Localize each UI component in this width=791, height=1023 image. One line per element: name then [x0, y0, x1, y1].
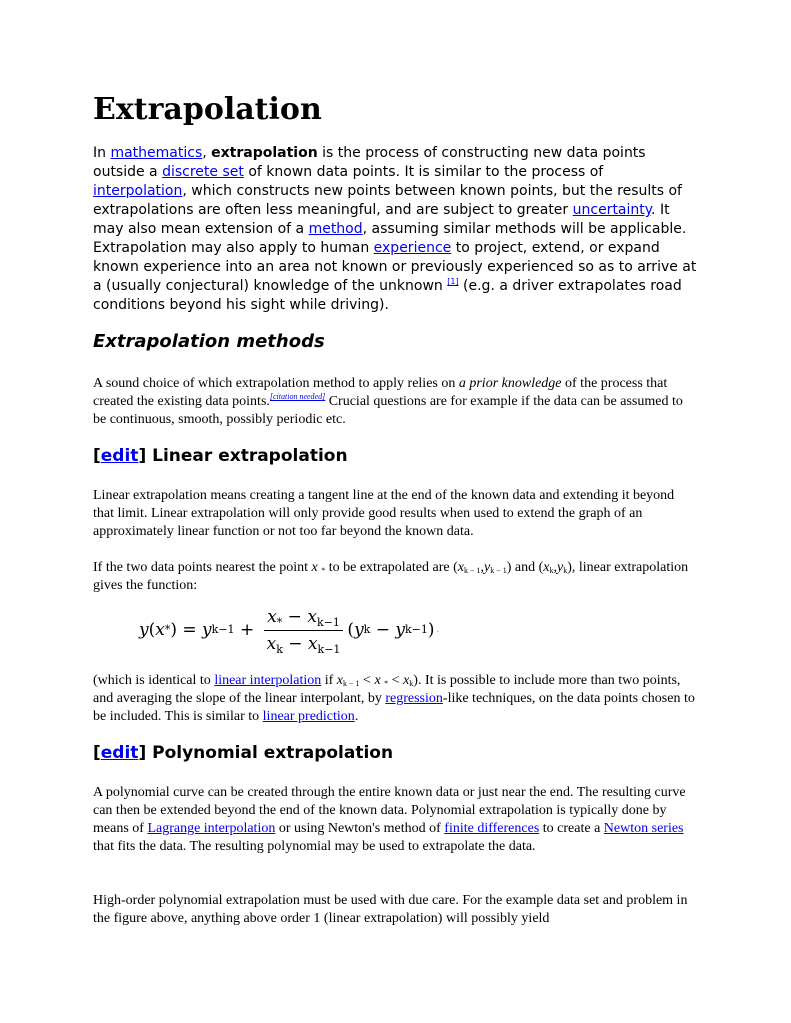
term-extrapolation: extrapolation: [211, 145, 318, 161]
link-method[interactable]: method: [308, 221, 363, 237]
linear-paragraph-3: (which is identical to linear interpolation if $x_{k - 1} < x$ $_* < x_k$). It is possible to include more than two points, and averaging the slope of the linear interpolant, by regression-like techniques, on the data points chosen to be included. This is similar to linear prediction.: [93, 673, 695, 724]
heading-linear-extrapolation: [edit] Linear extrapolation: [93, 446, 348, 466]
formula-denominator: $x_k - x_{k-1}$: [266, 633, 341, 656]
edit-link-polynomial[interactable]: edit: [100, 743, 139, 763]
heading-polynomial-extrapolation: [edit] Polynomial extrapolation: [93, 743, 394, 763]
link-interpolation[interactable]: interpolation: [93, 183, 183, 199]
polynomial-paragraph-1: A polynomial curve can be created through the entire known data or just near the end. The resulting curve can then be extended beyond the end of the known data. Polynomial extrapolation is typically done by means of Lagrange interpolation or using Newton's method of finite differences to create a Newton series that fits the data. The resulting polynomial may be used to extrapolate the data.: [93, 785, 686, 854]
formula-numerator: $x_* - x_{k-1}$: [264, 607, 343, 631]
reference-1-link[interactable]: [1]: [447, 277, 459, 286]
edit-link-linear[interactable]: edit: [100, 446, 139, 466]
link-experience[interactable]: experience: [373, 240, 452, 256]
page-title: Extrapolation: [93, 92, 322, 127]
link-discrete-set[interactable]: discrete set: [162, 164, 244, 180]
link-linear-interpolation[interactable]: linear interpolation: [214, 673, 322, 688]
heading-extrapolation-methods: Extrapolation methods: [93, 331, 325, 352]
link-uncertainty[interactable]: uncertainty: [572, 202, 652, 218]
link-newton-series[interactable]: Newton series: [603, 821, 684, 836]
citation-needed-link[interactable]: [citation needed]: [269, 392, 326, 401]
link-finite-differences[interactable]: finite differences: [444, 821, 540, 836]
link-mathematics[interactable]: mathematics: [110, 145, 203, 161]
linear-paragraph-1: Linear extrapolation means creating a tangent line at the end of the known data and extending it beyond that limit. Linear extrapolation will only provide good results when used to extend the graph of an approximately linear function or not too far beyond the known data.: [93, 488, 675, 539]
intro-paragraph: In mathematics, extrapolation is the process of constructing new data points outside a discrete set of known data points. It is similar to the process of interpolation, which constructs new points between known points, but the results of extrapolations are often less meaningful, and are subject to greater uncertainty. It may also mean extension of a method, assuming similar methods will be applicable. Extrapolation may also apply to human experience to project, extend, or expand known experience into an area not known or previously experienced so as to arrive at a (usually conjectural) knowledge of the unknown [1] (e.g. a driver extrapolates road conditions beyond his sight while driving).: [93, 145, 697, 313]
formula-fraction: [264, 607, 344, 654]
link-linear-prediction[interactable]: linear prediction: [262, 709, 355, 724]
linear-paragraph-2: If the two data points nearest the point x $_*$ to be extrapolated are $(x_{k - 1},y_{k - 1})$ and $(x_k,y_k)$, linear extrapolation gives the function:: [93, 560, 689, 593]
link-lagrange-interpolation[interactable]: Lagrange interpolation: [147, 821, 276, 836]
methods-paragraph: A sound choice of which extrapolation method to apply relies on a prior knowledge of the process that created the existing data points.[citation needed] Crucial questions are for example if the data can be assumed to be continuous, smooth, possibly periodic etc.: [93, 376, 683, 427]
linear-extrapolation-formula: y ( x * ) = y k−1 + $\frac{x_* - x_{k-1}}{x_k - x_{k-1}}$ ( y k − y k−1 ) .: [139, 606, 440, 656]
link-regression[interactable]: regression: [385, 691, 443, 706]
polynomial-paragraph-2: High-order polynomial extrapolation must be used with due care. For the example data set and problem in the figure above, anything above order 1 (linear extrapolation) will possibly yield: [93, 893, 688, 926]
